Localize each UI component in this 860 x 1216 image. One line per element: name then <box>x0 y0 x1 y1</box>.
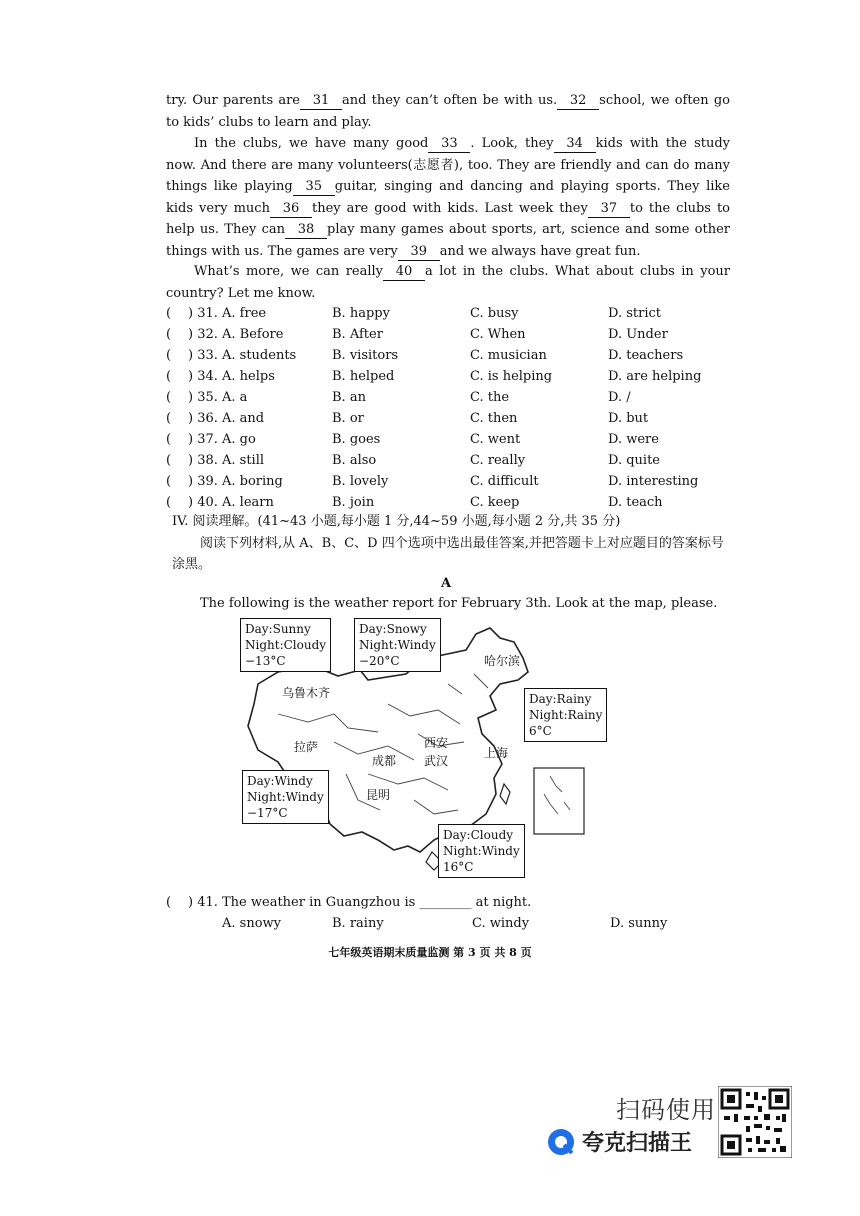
option-d: D. were <box>608 432 659 447</box>
passage-paragraph-3 <box>166 261 730 304</box>
temperature: −20°C <box>359 654 400 668</box>
temperature: 16°C <box>443 860 474 874</box>
question-stem: ) 41. The weather in Guangzhou is ________ at night. <box>188 895 532 910</box>
night-weather: Night:Cloudy <box>245 638 327 652</box>
question-row <box>166 303 746 324</box>
option-a: ) 34. A. helps <box>188 369 275 384</box>
section-heading: IV. 阅读理解。(41~43 小题,每小题 1 分,44~59 小题,每小题 2 分,共 35 分) <box>172 514 621 529</box>
day-weather: Day:Cloudy <box>443 828 514 842</box>
option-d: D. teach <box>608 495 663 510</box>
night-weather: Night:Windy <box>443 844 520 858</box>
option-c: C. musician <box>470 348 547 363</box>
option-b: B. goes <box>332 432 381 447</box>
blank-32: 32 <box>557 92 599 110</box>
weather-box-shanghai <box>524 688 607 742</box>
answer-paren: ( <box>166 432 172 447</box>
blank-38: 38 <box>285 221 327 239</box>
scan-prompt-text: 扫码使用 <box>616 1096 716 1124</box>
option-b: B. helped <box>332 369 395 384</box>
option-b: B. an <box>332 390 366 405</box>
night-weather: Night:Windy <box>359 638 436 652</box>
temperature: 6°C <box>529 724 552 738</box>
option-b: B. or <box>332 411 364 426</box>
answer-paren: ( <box>166 453 172 468</box>
passage-text: and we always have great fun. <box>439 243 641 259</box>
answer-paren: ( <box>166 495 172 510</box>
day-weather: Day:Snowy <box>359 622 427 636</box>
option-a: ) 37. A. go <box>188 432 256 447</box>
city-chengdu: 成都 <box>372 754 397 768</box>
answer-paren: ( <box>166 369 172 384</box>
passage-text: a lot in the clubs. What about clubs in your country? Let me know. <box>166 264 730 301</box>
blank-36: 36 <box>270 200 312 218</box>
option-a: ) 40. A. learn <box>188 495 274 510</box>
option-b: B. visitors <box>332 348 399 363</box>
option-b: B. After <box>332 327 383 342</box>
option-c: C. is helping <box>470 369 553 384</box>
option-d: D. sunny <box>610 916 668 931</box>
weather-box-harbin <box>354 618 441 672</box>
scanner-brand-name: 夸克扫描王 <box>582 1131 693 1156</box>
option-d: D. but <box>608 411 649 426</box>
option-d: D. teachers <box>608 348 684 363</box>
option-b: B. happy <box>332 306 390 321</box>
question-row <box>166 387 746 408</box>
weather-box-guangzhou <box>438 824 525 878</box>
passage-text: What’s more, we can really <box>194 264 384 279</box>
weather-box-urumqi <box>240 618 331 672</box>
answer-paren: ( <box>166 895 172 910</box>
option-a: ) 33. A. students <box>188 348 297 363</box>
part-label: A <box>441 576 452 591</box>
question-row <box>166 429 746 450</box>
passage-text: kids with the study now. And there are many volunteers(志愿者), too. They are friendly and can do many things like playing <box>166 136 731 194</box>
option-b: B. lovely <box>332 474 389 489</box>
passage-paragraph-1 <box>166 90 730 133</box>
option-a: A. snowy <box>222 916 281 931</box>
city-lhasa: 拉萨 <box>294 740 319 754</box>
option-a: ) 39. A. boring <box>188 474 283 489</box>
answer-paren: ( <box>166 390 172 405</box>
answer-paren: ( <box>166 306 172 321</box>
option-c: C. When <box>470 327 526 342</box>
option-c: C. windy <box>472 916 530 931</box>
question-row <box>166 345 746 366</box>
weather-map <box>238 614 603 886</box>
blank-39: 39 <box>398 243 440 261</box>
question-41 <box>166 892 746 913</box>
question-row <box>166 366 746 387</box>
option-c: C. really <box>470 453 526 468</box>
blank-31: 31 <box>300 92 342 110</box>
answer-paren: ( <box>166 348 172 363</box>
option-d: D. interesting <box>608 474 699 489</box>
quark-logo-icon <box>546 1127 576 1157</box>
blank-40: 40 <box>383 263 425 281</box>
temperature: −17°C <box>247 806 288 820</box>
passage-text: to the clubs to help us. They can <box>166 200 731 237</box>
option-d: D. quite <box>608 453 660 468</box>
question-row <box>166 471 746 492</box>
passage-text: they are good with kids. Last week they <box>311 200 588 216</box>
city-xian: 西安 <box>424 736 449 750</box>
passage-text: try. Our parents are <box>166 93 300 108</box>
passage-text: . Look, they <box>470 136 554 151</box>
passage-text: and they can’t often be with us. <box>342 93 558 108</box>
question-row <box>166 492 746 513</box>
option-d: D. are helping <box>608 369 702 384</box>
option-d: D. strict <box>608 306 661 321</box>
city-wuhan: 武汉 <box>424 754 449 768</box>
city-kunming: 昆明 <box>366 788 391 802</box>
option-c: C. the <box>470 390 510 405</box>
day-weather: Day:Windy <box>247 774 313 788</box>
city-shanghai: 上海 <box>484 746 509 760</box>
blank-35: 35 <box>293 178 335 196</box>
city-harbin: 哈尔滨 <box>484 654 521 668</box>
passage-paragraph-2 <box>166 133 730 262</box>
blank-34: 34 <box>554 135 596 153</box>
answer-paren: ( <box>166 327 172 342</box>
option-c: C. keep <box>470 495 520 510</box>
option-a: ) 31. A. free <box>188 306 267 321</box>
option-b: B. rainy <box>332 916 384 931</box>
night-weather: Night:Windy <box>247 790 324 804</box>
option-c: C. went <box>470 432 521 447</box>
option-a: ) 32. A. Before <box>188 327 284 342</box>
option-d: D. Under <box>608 327 668 342</box>
option-a: ) 38. A. still <box>188 453 265 468</box>
question-row <box>166 324 746 345</box>
blank-37: 37 <box>588 200 630 218</box>
blank-33: 33 <box>428 135 470 153</box>
day-weather: Day:Sunny <box>245 622 311 636</box>
qr-code-icon[interactable] <box>718 1086 792 1158</box>
passage-text: In the clubs, we have many good <box>194 136 429 151</box>
page-footer: 七年级英语期末质量监测 第 3 页 共 8 页 <box>328 946 532 959</box>
passage-text: school, we often go to kids’ clubs to learn and play. <box>166 93 730 130</box>
option-d: D. / <box>608 390 631 405</box>
weather-box-lhasa <box>242 770 329 824</box>
passage-a-intro: The following is the weather report for February 3th. Look at the map, please. <box>200 596 718 611</box>
option-b: B. also <box>332 453 377 468</box>
temperature: −13°C <box>245 654 286 668</box>
day-weather: Day:Rainy <box>529 692 592 706</box>
option-c: C. busy <box>470 306 519 321</box>
option-a: ) 36. A. and <box>188 411 265 426</box>
question-41-options <box>166 913 746 934</box>
answer-paren: ( <box>166 474 172 489</box>
option-b: B. join <box>332 495 375 510</box>
question-row <box>166 450 746 471</box>
option-c: C. difficult <box>470 474 539 489</box>
passage-text: guitar, singing and dancing and playing sports. They like kids very much <box>166 179 731 216</box>
passage-text: play many games about sports, art, science and some other things with us. The games are very <box>166 222 730 259</box>
option-a: ) 35. A. a <box>188 390 248 405</box>
question-row <box>166 408 746 429</box>
night-weather: Night:Rainy <box>529 708 603 722</box>
city-urumqi: 乌鲁木齐 <box>282 686 331 700</box>
section-instruction: 阅读下列材料,从 A、B、C、D 四个选项中选出最佳答案,并把答题卡上对应题目的答案标号涂黑。 <box>172 536 724 572</box>
option-c: C. then <box>470 411 518 426</box>
answer-paren: ( <box>166 411 172 426</box>
